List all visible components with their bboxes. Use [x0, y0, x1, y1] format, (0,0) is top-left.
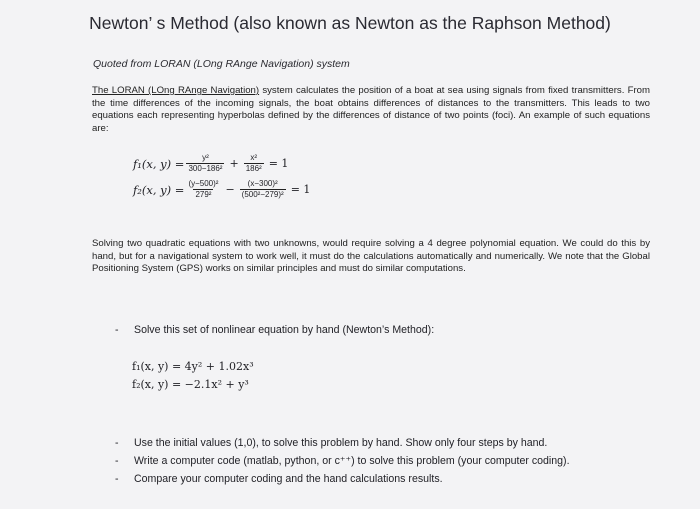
list-item: [115, 437, 547, 449]
equation-f2-term1-den: 279²: [195, 190, 212, 199]
equation-f2-term2-den: (500²−279)²: [241, 190, 284, 199]
system-equation-f2: f₂(x, y) = −2.1x² + y³: [132, 378, 249, 391]
list-item-text: Use the initial values (1,0), to solve this problem by hand. Show only four steps by hand.: [134, 437, 548, 449]
system-equation-f1: f₁(x, y) = 4y² + 1.02x³: [132, 360, 254, 373]
gps-paragraph: Solving two quadratic equations with two unknowns, would require solving a 4 degree polynomial equation. We could do this by hand, but for a navigational system to work well, it must do the calculations automatically and numerically. We note that the Global Positioning System (GPS) works on similar principles and must do similar computations.: [92, 238, 650, 275]
equation-f1-term1: [186, 153, 224, 174]
task-bullet: [115, 324, 434, 336]
equation-f2-op: −: [225, 183, 235, 196]
task-bullet-dash: -: [115, 324, 119, 336]
list-item-text: Compare your computer coding and the hand calculations results.: [134, 473, 443, 485]
equation-f1: [133, 153, 291, 174]
equation-f1-term1-den: 300−186²: [188, 164, 223, 173]
list-item-dash: -: [115, 437, 119, 449]
equation-f2-term1: [186, 179, 220, 200]
equation-f2-rhs: = 1: [290, 183, 311, 196]
equation-f1-term2: [244, 153, 264, 174]
subtitle: Quoted from LORAN (LOng RAnge Navigation) system: [93, 58, 350, 70]
list-item-text: Write a computer code (matlab, python, or c⁺⁺) to solve this problem (your computer coding).: [134, 455, 570, 467]
list-item-dash: -: [115, 455, 119, 467]
equation-f1-op: +: [229, 157, 239, 170]
equation-f2-term1-num: (y−500)²: [188, 179, 219, 188]
equation-f1-term1-num: y²: [202, 153, 209, 162]
equation-f1-term2-den: 186²: [245, 164, 262, 173]
equation-f2-term2: [240, 179, 286, 200]
equation-f1-term2-num: x²: [250, 153, 258, 162]
page-title: Newton’ s Method (also known as Newton as the Raphson Method): [89, 13, 611, 33]
equation-f2: [133, 179, 313, 200]
equation-f2-term2-num: (x−300)²: [247, 179, 278, 188]
equation-f2-lhs: f₂(x, y) =: [133, 182, 185, 197]
intro-paragraph: [92, 85, 650, 135]
list-item-dash: -: [115, 473, 119, 485]
list-item: [115, 473, 443, 485]
equation-f1-rhs: = 1: [268, 157, 289, 170]
equation-f1-lhs: f₁(x, y) =: [133, 156, 185, 171]
loran-link-text: The LORAN (LOng RAnge Navigation): [92, 85, 260, 96]
task-bullet-text: Solve this set of nonlinear equation by hand (Newton’s Method):: [134, 324, 435, 336]
list-item: [115, 455, 570, 467]
intro-paragraph-text: system calculates the position of a boat at sea using signals from fixed transmitters. From the time differences of the incoming signals, the boat obtains differences of distances to the transmitters. This leads to two equations each representing hyperbolas defined by the differences of distance of two points (foci). An example of such equations are:: [92, 85, 650, 134]
